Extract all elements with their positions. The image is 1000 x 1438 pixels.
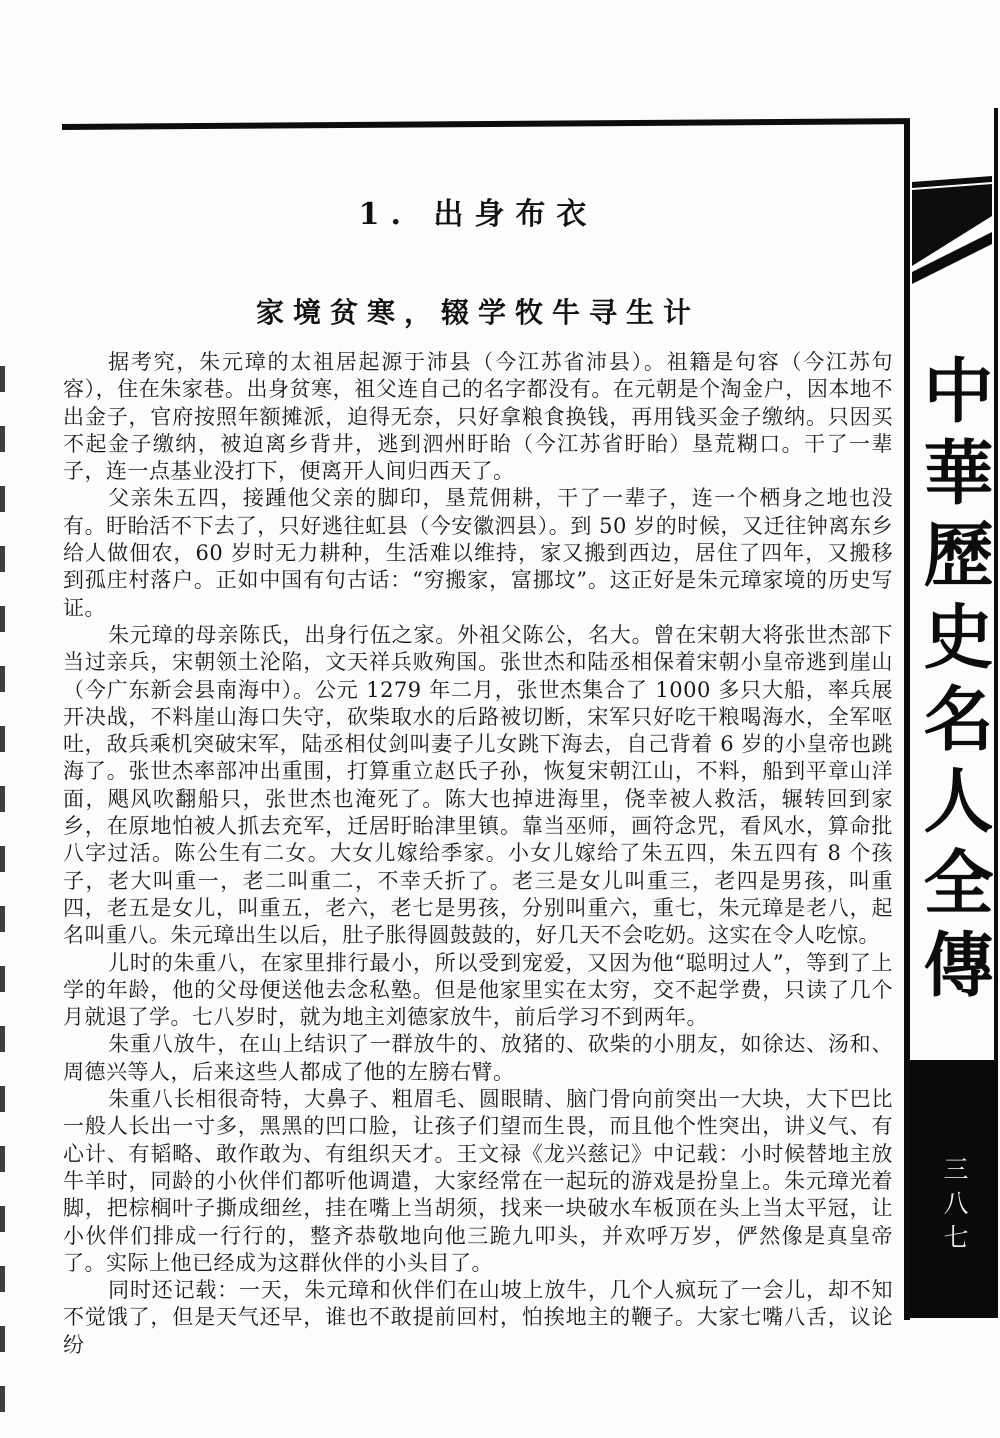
corner-banner-icon xyxy=(910,170,998,290)
body-paragraph: 父亲朱五四，接踵他父亲的脚印，垦荒佣耕，干了一辈子，连一个栖身之地也没有。盱眙活不下去了，只好逃往虹县（今安徽泗县）。到 50 岁的时候，又迁往钟离东乡给人做佃农，60 岁时无力耕种，生活难以维持，家又搬到西边，居住了四年，又搬移到孤庄村落户。正如中国有句古话：“穷搬家，富挪坟”。这正好是朱元璋家境的历史写证。 xyxy=(63,486,893,620)
chapter-heading: 1. 出身布衣 xyxy=(358,197,598,232)
page-number: 三八七 xyxy=(940,1156,969,1258)
body-paragraph: 同时还记载：一天，朱元璋和伙伴们在山坡上放牛，几个人疯玩了一会儿，却不知不觉饿了，但是天气还早，谁也不敢提前回村，怕挨地主的鞭子。大家七嘴八舌，议论纷 xyxy=(63,1278,893,1357)
body-paragraph: 儿时的朱重八，在家里排行最小，所以受到宠爱，又因为他“聪明过人”，等到了上学的年龄，他的父母便送他去念私塾。但是他家里实在太穷，交不起学费，只读了几个月就退了学。七八岁时，就为地主刘德家放牛，前后学习不到两年。 xyxy=(63,950,893,1030)
section-subtitle: 家境贫寒，辍学牧牛寻生计 xyxy=(255,296,700,329)
body-paragraph: 据考究，朱元璋的太祖居起源于沛县（今江苏省沛县）。祖籍是句容（今江苏句容），住在朱家巷。出身贫寒，祖父连自己的名字都没有。在元朝是个淘金户，因本地不出金子，官府按照年额摊派，迫得无奈，只好拿粮食换钱，再用钱买金子缴纳。只因买不起金子缴纳，被迫离乡背井，逃到泗州盱眙（今江苏省盱眙）垦荒糊口。干了一辈子，连一点基业没打下，便离开人间归西天了。 xyxy=(63,350,893,484)
body-text xyxy=(63,349,893,1359)
book-title-vertical: 中華歷史名人全傳 xyxy=(912,354,995,1010)
body-paragraph: 朱重八放牛，在山上结识了一群放牛的、放猪的、砍柴的小朋友，如徐达、汤和、周德兴等人，后来这些人都成了他的左膀右臂。 xyxy=(63,1032,893,1084)
body-paragraph: 朱重八长相很奇特，大鼻子、粗眉毛、圆眼睛、脑门骨向前突出一大块，大下巴比一般人长出一寸多，黑黑的凹口脸，让孩子们望而生畏，而且他个性突出，讲义气、有心计、有韬略、敢作敢为、有组织天才。王文禄《龙兴慈记》中记载：小时候替地主放牛羊时，同龄的小伙伴们都听他调遣，大家经常在一起玩的游戏是扮皇上。朱元璋光着脚，把棕榈叶子撕成细丝，挂在嘴上当胡须，找来一块破水车板顶在头上当太平冠，让小伙伴们排成一行行的，整齐恭敬地向他三跪九叩头，并欢呼万岁，俨然像是真皇帝了。实际上他已经成为这群伙伴的小头目了。 xyxy=(63,1087,893,1275)
left-edge-binding-marks xyxy=(0,366,5,1438)
page-frame-top-border xyxy=(62,118,910,130)
page-number-block xyxy=(910,1060,998,1318)
body-paragraph: 朱元璋的母亲陈氏，出身行伍之家。外祖父陈公，名大。曾在宋朝大将张世杰部下当过亲兵，宋朝领土沦陷，文天祥兵败殉国。张世杰和陆丞相保着宋朝小皇帝逃到崖山（今广东新会县南海中）。公元 1279 年二月，张世杰集合了 1000 多只大船，率兵展开决战，不料崖山海口失守，砍柴取水的后路被切断，宋军只好吃干粮喝海水，全军呕吐，敌兵乘机突破宋军，陆丞相仗剑叫妻子儿女跳下海去，自己背着 6 岁的小皇帝也跳海了。张世杰率部冲出重围，打算重立赵氏子孙，恢复宋朝江山，不料，船到平章山洋面，飓风吹翻船只，张世杰也淹死了。陈大也掉进海里，侥幸被人救活，辗转回到家乡，在原地怕被人抓去充军，迁居盱眙津里镇。靠当巫师，画符念咒，看风水，算命批八字过活。陈公生有二女。大女儿嫁给季家。小女儿嫁给了朱五四，朱五四有 8 个孩子，老大叫重一，老二叫重二，不幸夭折了。老三是女儿叫重三，老四是男孩，叫重四，老五是女儿，叫重五，老六，老七是男孩，分别叫重六，重七，朱元璋是老八，起名叫重八。朱元璋出生以后，肚子胀得圆鼓鼓的，好几天不会吃奶。这实在令人吃惊。 xyxy=(63,622,893,948)
